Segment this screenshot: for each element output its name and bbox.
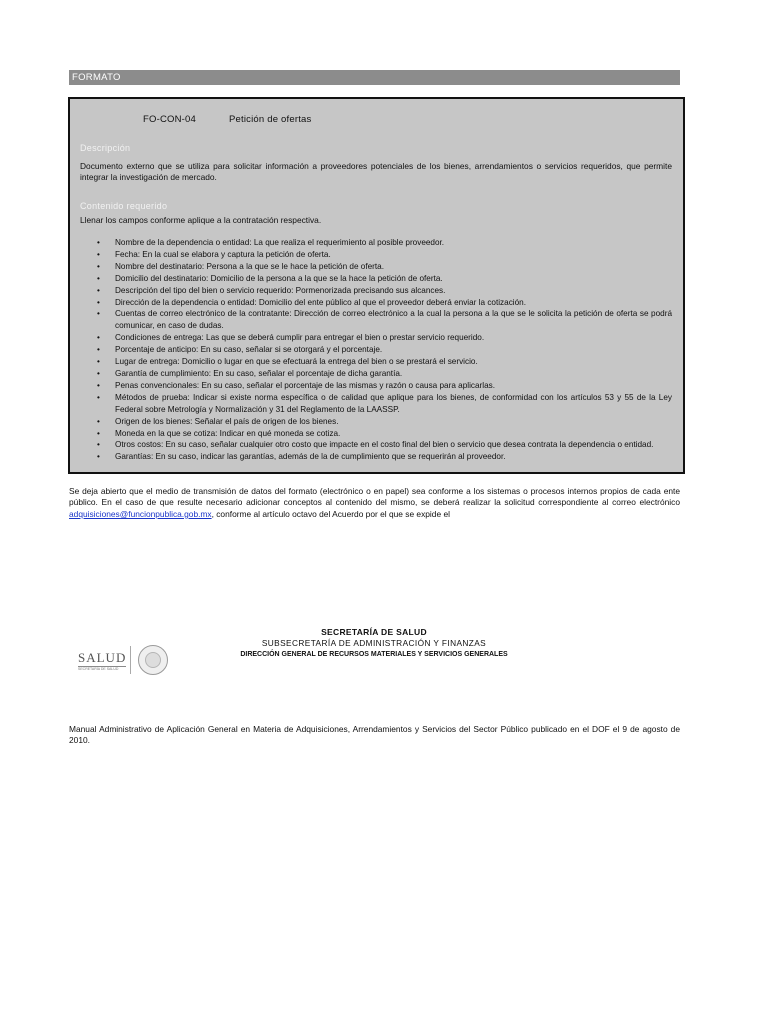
list-item: • Lugar de entrega: Domicilio o lugar en que se efectuará la entrega del bien o se prestará el servicio. xyxy=(80,356,672,368)
manual-reference: Manual Administrativo de Aplicación General en Materia de Adquisiciones, Arrendamientos y Servicios del Sector Público publicado en el DOF el 9 de agosto de 2010. xyxy=(69,724,680,745)
format-header-label: FORMATO xyxy=(72,72,121,83)
logo-wordmark: SALUD xyxy=(78,650,127,665)
transmission-note xyxy=(69,486,680,520)
list-item: • Cuentas de correo electrónico de la contratante: Dirección de correo electrónico a la cual la persona a la que se le solicita la petición de oferta se podrá comunicar, en caso de dudas. xyxy=(80,308,672,332)
org-line-secretaria: SECRETARÍA DE SALUD xyxy=(321,627,427,637)
list-item: • Moneda en la que se cotiza: Indicar en qué moneda se cotiza. xyxy=(80,428,672,440)
list-item: • Porcentaje de anticipo: En su caso, señalar si se otorgará y el porcentaje. xyxy=(80,344,672,356)
list-item: • Nombre de la dependencia o entidad: La que realiza el requerimiento al posible proveedor. xyxy=(80,237,672,249)
list-item: • Nombre del destinatario: Persona a la que se le hace la petición de oferta. xyxy=(80,261,672,273)
form-name: Petición de ofertas xyxy=(229,114,312,125)
org-line-subsecretaria: SUBSECRETARÍA DE ADMINISTRACIÓN Y FINANZAS xyxy=(261,638,487,648)
description-text: Documento externo que se utiliza para solicitar información a proveedores potenciales de los bienes, arrendamientos o servicios requeridos, que permite integrar la investigación de mercado. xyxy=(80,161,672,182)
organization-header xyxy=(68,627,680,660)
list-item: • Dirección de la dependencia o entidad: Domicilio del ente público al que el proveedor deberá enviar la cotización. xyxy=(80,297,672,309)
note-text-after-link: , conforme al artículo octavo del Acuerdo por el que se expide el xyxy=(211,508,450,519)
email-link[interactable]: adquisiciones@funcionpublica.gob.mx xyxy=(69,508,212,519)
list-item: • Domicilio del destinatario: Domicilio de la persona a la que se la hace la petición de oferta. xyxy=(80,273,672,285)
format-header-bar xyxy=(69,70,680,85)
note-text-before-link: Se deja abierto que el medio de transmisión de datos del formato (electrónico o en papel) sea conforme a los sistemas o procesos internos propios de cada ente público. En el caso de que resulte necesario adicionar conceptos al contenido del mismo, se deberá realizar la solicitud correspondiente al correo electrónico xyxy=(69,486,680,508)
list-item: • Origen de los bienes: Señalar el país de origen de los bienes. xyxy=(80,416,672,428)
list-item: • Garantías: En su caso, indicar las garantías, además de la de cumplimiento que se requerirán al proveedor. xyxy=(80,451,672,463)
list-item: • Otros costos: En su caso, señalar cualquier otro costo que impacte en el costo final del bien o servicio que desea contrata la dependencia o entidad. xyxy=(80,439,672,451)
org-line-direccion: DIRECCIÓN GENERAL DE RECURSOS MATERIALES Y SERVICIOS GENERALES xyxy=(240,651,508,658)
list-item: • Descripción del tipo del bien o servicio requerido: Pormenorizada precisando sus alcances. xyxy=(80,285,672,297)
list-item: • Garantía de cumplimiento: En su caso, señalar el porcentaje de dicha garantía. xyxy=(80,368,672,380)
list-item: • Fecha: En la cual se elabora y captura la petición de oferta. xyxy=(80,249,672,261)
list-item: • Métodos de prueba: Indicar si existe norma específica o de calidad que aplique para los bienes, de conformidad con los artículos 53 y 55 de la Ley Federal sobre Metrología y Normalización y 31 del Reglamento de la LAASSP. xyxy=(80,392,672,416)
content-title: Contenido requerido xyxy=(80,201,168,211)
logo-subtext: SECRETARÍA DE SALUD xyxy=(78,667,119,671)
required-fields-list xyxy=(80,237,672,463)
form-code: FO-CON-04 xyxy=(143,114,196,125)
list-item: • Condiciones de entrega: Las que se deberá cumplir para entregar el bien o prestar servicio requerido. xyxy=(80,332,672,344)
form-code-line xyxy=(143,114,312,125)
content-intro: Llenar los campos conforme aplique a la contratación respectiva. xyxy=(80,215,322,225)
list-item: • Penas convencionales: En su caso, señalar el porcentaje de las mismas y razón o causa para aplicarlas. xyxy=(80,380,672,392)
form-info-box xyxy=(68,97,685,474)
description-title: Descripción xyxy=(80,143,131,153)
